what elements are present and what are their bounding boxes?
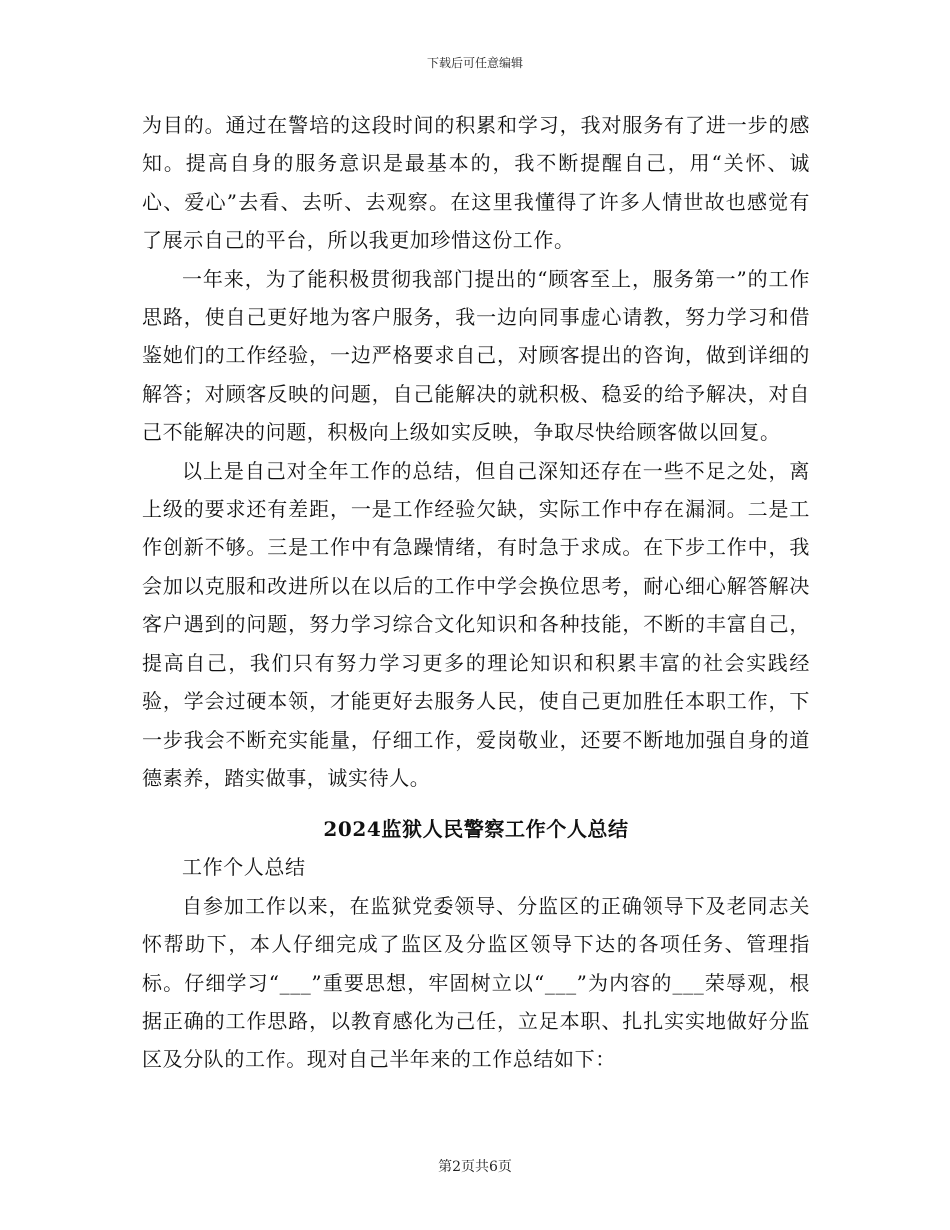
page-header: 下载后可任意编辑 (426, 56, 523, 70)
paragraph-service-thinking: 一年来，为了能积极贯彻我部门提出的“顾客至上，服务第一”的工作思路，使自己更好地为客户服务，我一边向同事虚心请教，努力学习和借鉴她们的工作经验，一边严格要求自己，对顾客提出的咨询，做到详细的解答；对顾客反映的问题，自己能解决的就积极、稳妥的给予解决，对自己不能解决的问题，积极向上级如实反映，争取尽快给顾客做以回复。 (142, 266, 810, 445)
page-number: 第2页共6页 (438, 1159, 512, 1175)
document-body (142, 106, 810, 1079)
paragraph-intro: 自参加工作以来，在监狱党委领导、分监区的正确领导下及老同志关怀帮助下，本人仔细完成了监区及分监区领导下达的各项任务、管理指标。仔细学习“___”重要思想，牢固树立以“___”为内容的___荣辱观，根据正确的工作思路，以教育感化为己任，立足本职、扎扎实实地做好分监区及分队的工作。现对自己半年来的工作总结如下： (142, 893, 810, 1072)
section-title: 2024监狱人民警察工作个人总结 (323, 817, 629, 842)
subheading: 工作个人总结 (182, 855, 306, 880)
paragraph-continued: 为目的。通过在警培的这段时间的积累和学习，我对服务有了进一步的感知。提高自身的服务意识是最基本的，我不断提醒自己，用“关怀、诚心、爱心”去看、去听、去观察。在这里我懂得了许多人情世故也感觉有了展示自己的平台，所以我更加珍惜这份工作。 (142, 113, 810, 253)
paragraph-shortcomings: 以上是自己对全年工作的总结，但自己深知还存在一些不足之处，离上级的要求还有差距，一是工作经验欠缺，实际工作中存在漏洞。二是工作创新不够。三是工作中有急躁情绪，有时急于求成。在下步工作中，我会加以克服和改进所以在以后的工作中学会换位思考，耐心细心解答解决客户遇到的问题，努力学习综合文化知识和各种技能，不断的丰富自己，提高自己，我们只有努力学习更多的理论知识和积累丰富的社会实践经验，学会过硬本领，才能更好去服务人民，使自己更加胜任本职工作，下一步我会不断充实能量，仔细工作，爱岗敬业，还要不断地加强自身的道德素养，踏实做事，诚实待人。 (142, 458, 810, 790)
